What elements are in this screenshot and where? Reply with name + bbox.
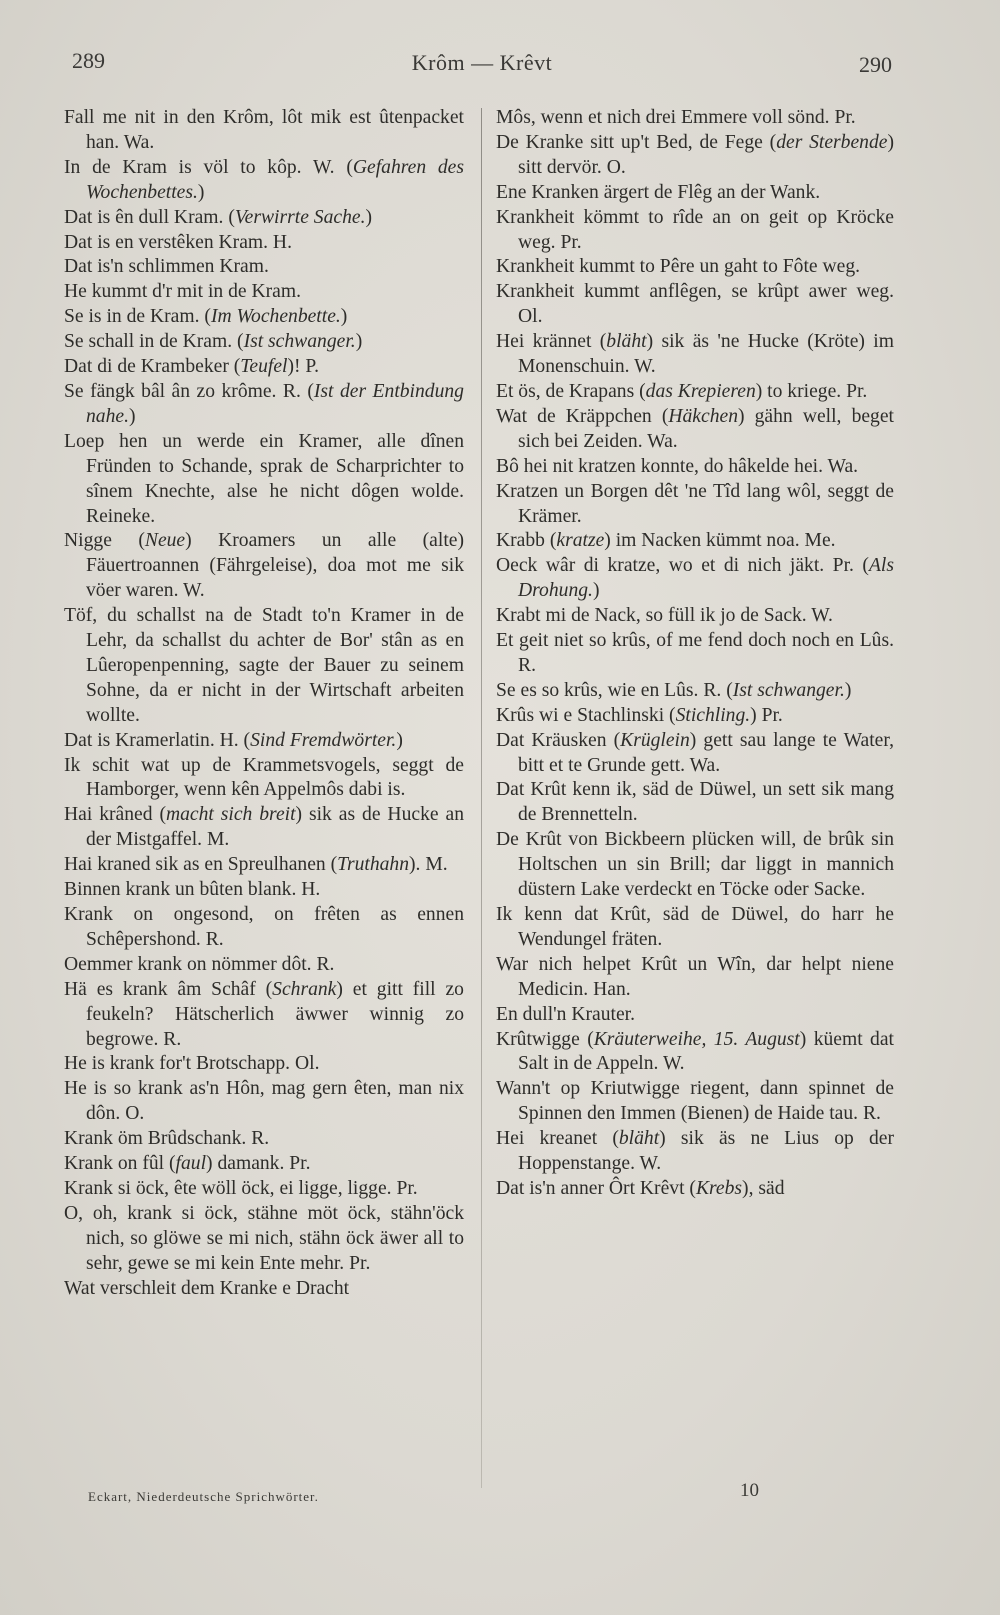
proverb-text: Nigge ( bbox=[64, 530, 145, 552]
proverb-text: Hei kreanet ( bbox=[496, 1128, 619, 1150]
proverb-entry bbox=[496, 1127, 894, 1177]
proverb-text: Et ös, de Krapans ( bbox=[496, 380, 646, 402]
proverb-text: Wann't op Kriutwigge riegent, dann spinnet de Spinnen den Immen (Bienen) de Haide tau. R. bbox=[496, 1078, 894, 1125]
proverb-text-after: ) sik äs ne Lius op der Hoppenstange. W. bbox=[518, 1128, 895, 1175]
proverb-text: Krank on ongesond, on frêten as ennen Schêpershond. R. bbox=[64, 904, 464, 950]
proverb-entry bbox=[496, 529, 894, 554]
gloss-italic: bläht bbox=[606, 331, 647, 353]
proverb-text-after: ) bbox=[197, 181, 205, 203]
proverb-text: Se fängk bâl ân zo krôme. R. ( bbox=[64, 380, 314, 402]
proverb-entry bbox=[64, 1152, 464, 1177]
proverb-entry bbox=[64, 803, 464, 853]
proverb-text-after: ), säd bbox=[742, 1177, 785, 1199]
proverb-entry bbox=[496, 405, 894, 455]
proverb-entry bbox=[496, 131, 894, 181]
proverb-entry bbox=[64, 978, 464, 1053]
proverb-text: Dat is en verstêken Kram. H. bbox=[64, 231, 292, 253]
proverb-text: Oeck wâr di kratze, wo et di nich jäkt. Pr. ( bbox=[496, 555, 869, 577]
proverb-text-after: ) bbox=[365, 206, 373, 228]
proverb-entry bbox=[64, 106, 464, 156]
proverb-text: Krankheit kummt to Pêre un gaht to Fôte weg. bbox=[496, 256, 861, 278]
proverb-text: Krankheit kömmt to rîde an on geit op Kröcke weg. Pr. bbox=[496, 206, 894, 253]
proverb-entry bbox=[64, 604, 464, 729]
proverb-entry bbox=[64, 255, 464, 280]
proverb-text-after: )! P. bbox=[287, 356, 320, 378]
proverb-text-after: ) küemt dat Salt in de Appeln. W. bbox=[518, 1028, 894, 1075]
gloss-italic: bläht bbox=[618, 1128, 660, 1150]
proverb-entry bbox=[496, 629, 894, 679]
proverb-text-after: ) Kroamers un alle (alte) Fäuertroannen (Fährgeleise), doa mot me sik vöer waren. W. bbox=[86, 530, 464, 602]
proverb-entry bbox=[496, 828, 894, 903]
gloss-italic: das Krepieren bbox=[645, 380, 756, 402]
proverb-text: Dat is ên dull Kram. ( bbox=[64, 206, 235, 228]
proverb-entry bbox=[496, 729, 894, 779]
proverb-text: In de Kram is völ to kôp. W. ( bbox=[64, 156, 353, 178]
proverb-text-after: ) gähn well, beget sich bei Zeiden. Wa. bbox=[518, 405, 894, 452]
gloss-italic: Im Wochenbette. bbox=[210, 306, 341, 328]
proverb-entry bbox=[496, 280, 894, 330]
proverb-entry bbox=[496, 1077, 894, 1127]
proverb-text-after: ) sik äs 'ne Hucke (Kröte) im Monenschuin. W. bbox=[518, 331, 894, 378]
proverb-text: Hai kraned sik as en Spreulhanen ( bbox=[64, 854, 338, 876]
proverb-text: Ene Kranken ärgert de Flêg an der Wank. bbox=[496, 181, 821, 203]
proverb-text: Se es so krûs, wie en Lûs. R. ( bbox=[496, 679, 733, 701]
proverb-entry bbox=[64, 853, 464, 878]
proverb-text: Fall me nit in den Krôm, lôt mik est ûtenpacket han. Wa. bbox=[64, 107, 464, 153]
proverb-entry bbox=[64, 529, 464, 604]
proverb-text: Krûs wi e Stachlinski ( bbox=[496, 704, 676, 726]
proverb-text-after: ) to kriege. Pr. bbox=[755, 380, 868, 402]
gloss-italic: Krüglein bbox=[620, 729, 690, 751]
proverb-text-after: ) bbox=[129, 405, 136, 427]
proverb-text: Krabb ( bbox=[496, 530, 557, 552]
gloss-italic: Krebs bbox=[695, 1177, 743, 1199]
gloss-italic: der Sterbende bbox=[776, 131, 888, 153]
proverb-text-after: ) sitt dervör. O. bbox=[518, 131, 894, 178]
proverb-entry bbox=[64, 1077, 464, 1127]
proverb-text-after: ) bbox=[396, 729, 403, 751]
proverb-text-after: ). M. bbox=[409, 854, 448, 876]
proverb-entry bbox=[496, 106, 894, 131]
proverb-entry bbox=[64, 903, 464, 953]
proverb-text: Hai krâned ( bbox=[64, 804, 166, 826]
signature-number: 10 bbox=[740, 1480, 759, 1501]
proverb-entry bbox=[496, 1003, 894, 1028]
proverb-entry bbox=[496, 255, 894, 280]
running-title: Krôm — Krêvt bbox=[411, 50, 553, 75]
proverb-text: Loep hen un werde ein Kramer, alle dînen Fründen to Schande, sprak de Scharprichter to sînem Knechte, alse he nicht dôgen wolde. Reineke. bbox=[64, 430, 464, 527]
proverb-entry bbox=[64, 878, 464, 903]
proverb-entry bbox=[64, 231, 464, 256]
gloss-italic: Ist schwanger. bbox=[732, 679, 845, 701]
gloss-italic: faul bbox=[175, 1153, 207, 1175]
proverb-entry bbox=[496, 778, 894, 828]
proverb-entry bbox=[496, 554, 894, 604]
proverb-text: He is so krank as'n Hôn, mag gern êten, man nix dôn. O. bbox=[64, 1078, 464, 1125]
proverb-entry bbox=[64, 330, 464, 355]
proverb-text: Krankheit kummt anflêgen, se krûpt awer weg. Ol. bbox=[496, 281, 894, 328]
proverb-text: Bô hei nit kratzen konnte, do hâkelde hei. Wa. bbox=[496, 455, 859, 477]
proverb-text: Krûtwigge ( bbox=[496, 1028, 594, 1050]
proverb-text: Et geit niet so krûs, of me fend doch noch en Lûs. R. bbox=[496, 630, 894, 676]
gloss-italic: Ist der Entbindung nahe. bbox=[86, 380, 464, 427]
imprint-line: Eckart, Niederdeutsche Sprichwörter. bbox=[88, 1489, 319, 1504]
proverb-text: Krabt mi de Nack, so füll ik jo de Sack. W. bbox=[496, 605, 833, 627]
proverb-entry bbox=[64, 729, 464, 754]
proverb-entry bbox=[496, 604, 894, 629]
page-number-right: 290 bbox=[859, 52, 892, 77]
proverb-text-after: ) bbox=[340, 306, 348, 328]
gloss-italic: Truthahn bbox=[337, 854, 410, 876]
proverb-text: Ik kenn dat Krût, säd de Düwel, do harr he Wendungel fräten. bbox=[496, 904, 894, 950]
proverb-text: Se schall in de Kram. ( bbox=[64, 331, 244, 353]
proverb-entry bbox=[64, 206, 464, 231]
proverb-entry bbox=[64, 1127, 464, 1152]
proverb-text: Krank si öck, ête wöll öck, ei ligge, ligge. Pr. bbox=[64, 1177, 418, 1199]
proverb-text: Kratzen un Borgen dêt 'ne Tîd lang wôl, seggt de Krämer. bbox=[496, 480, 894, 527]
proverb-text: Ik schit wat up de Krammetsvogels, seggt de Hamborger, wenn kên Appelmôs dabi is. bbox=[64, 754, 464, 801]
proverb-text: Hä es krank âm Schâf ( bbox=[64, 978, 273, 1000]
gloss-italic: Sind Fremdwörter. bbox=[250, 729, 397, 751]
proverb-text: Dat is Kramerlatin. H. ( bbox=[64, 729, 251, 751]
right-column bbox=[496, 106, 894, 1202]
proverb-entry bbox=[496, 1177, 894, 1202]
proverb-text: He kummt d'r mit in de Kram. bbox=[64, 281, 301, 303]
proverb-entry bbox=[64, 156, 464, 206]
proverb-entry bbox=[64, 430, 464, 530]
gloss-italic: Als Drohung. bbox=[518, 555, 894, 602]
gloss-italic: kratze bbox=[556, 530, 605, 552]
proverb-text-after: ) et gitt fill zo feukeln? Hätscherlich äwwer winnig zo begrowe. R. bbox=[86, 978, 464, 1050]
proverb-text: Dat di de Krambeker ( bbox=[64, 356, 241, 378]
proverb-entry bbox=[64, 1177, 464, 1202]
proverb-entry bbox=[64, 305, 464, 330]
proverb-text: Oemmer krank on nömmer dôt. R. bbox=[64, 953, 335, 975]
gloss-italic: Ist schwanger. bbox=[243, 331, 356, 353]
proverb-entry bbox=[496, 455, 894, 480]
proverb-text: Krank öm Brûdschank. R. bbox=[64, 1128, 270, 1150]
proverb-entry bbox=[496, 330, 894, 380]
proverb-entry bbox=[496, 679, 894, 704]
left-column bbox=[64, 106, 464, 1302]
proverb-text-after: ) gett sau lange te Water, bitt et te Grunde gett. Wa. bbox=[518, 729, 894, 776]
page-header bbox=[72, 48, 892, 84]
proverb-text: Se is in de Kram. ( bbox=[64, 306, 211, 328]
proverb-entry bbox=[64, 1277, 464, 1302]
gloss-italic: Häkchen bbox=[668, 405, 738, 427]
column-divider bbox=[481, 108, 482, 1488]
proverb-entry bbox=[64, 754, 464, 804]
proverb-text: Hei krännet ( bbox=[496, 331, 607, 353]
proverb-text: Töf, du schallst na de Stadt to'n Kramer in de Lehr, da schallst du achter de Bor' stân as en Lûeropenpenning, sagte der Bauer zu seinem Sohne, da er nicht in der Wirtschaft arbeiten wollte. bbox=[64, 605, 464, 726]
gloss-italic: Gefahren des Wochenbettes. bbox=[86, 156, 465, 203]
proverb-entry bbox=[496, 903, 894, 953]
page-number-left: 289 bbox=[72, 48, 105, 73]
proverb-entry bbox=[496, 380, 894, 405]
proverb-text: De Krût von Bickbeern plücken will, de brûk sin Holtschen un sin Brill; dar liggt in mannich düstern Lake verdeckt en Töcke oder Sacke. bbox=[496, 829, 894, 901]
proverb-text: Binnen krank un bûten blank. H. bbox=[64, 879, 321, 901]
proverb-text: Dat Krût kenn ik, säd de Düwel, un sett sik mang de Brennetteln. bbox=[496, 779, 894, 826]
proverb-text: Krank on fûl ( bbox=[64, 1153, 176, 1175]
proverb-entry bbox=[64, 280, 464, 305]
proverb-entry bbox=[496, 1028, 894, 1078]
proverb-text: O, oh, krank si öck, stähne möt öck, stähn'öck nich, so glöwe se mi nich, stähn öck äwer all to sehr, gewe se mi kein Ente mehr. Pr. bbox=[64, 1202, 464, 1274]
proverb-entry bbox=[64, 1052, 464, 1077]
proverb-text: De Kranke sitt up't Bed, de Fege ( bbox=[496, 131, 777, 153]
proverb-text: Dat is'n schlimmen Kram. bbox=[64, 256, 269, 278]
proverb-text-after: ) bbox=[355, 331, 363, 353]
proverb-entry bbox=[64, 355, 464, 380]
proverb-text-after: ) sik as de Hucke an der Mistgaffel. M. bbox=[86, 804, 464, 851]
proverb-text-after: ) im Nacken kümmt noa. Me. bbox=[604, 530, 836, 552]
proverb-entry bbox=[496, 480, 894, 530]
proverb-entry bbox=[496, 953, 894, 1003]
proverb-entry bbox=[64, 953, 464, 978]
gloss-italic: Teufel bbox=[240, 356, 288, 378]
gloss-italic: macht sich breit bbox=[165, 804, 296, 826]
gloss-italic: Stichling. bbox=[675, 704, 751, 726]
proverb-text: Wat verschleit dem Kranke e Dracht bbox=[64, 1277, 350, 1299]
proverb-entry bbox=[496, 704, 894, 729]
proverb-text: Wat de Kräppchen ( bbox=[496, 405, 669, 427]
proverb-text: He is krank for't Brotschapp. Ol. bbox=[64, 1053, 320, 1075]
proverb-text-after: ) bbox=[844, 679, 852, 701]
proverb-text: Dat Kräusken ( bbox=[496, 729, 621, 751]
proverb-entry bbox=[496, 206, 894, 256]
gloss-italic: Schrank bbox=[272, 978, 337, 1000]
proverb-entry bbox=[64, 380, 464, 430]
proverb-entry bbox=[64, 1202, 464, 1277]
proverb-text: En dull'n Krauter. bbox=[496, 1003, 636, 1025]
gloss-italic: Kräuterweihe, 15. August bbox=[593, 1028, 800, 1050]
proverb-text: Môs, wenn et nich drei Emmere voll sönd. Pr. bbox=[496, 107, 856, 128]
gloss-italic: Neue bbox=[144, 530, 186, 552]
proverb-text-after: ) damank. Pr. bbox=[206, 1153, 311, 1175]
gloss-italic: Verwirrte Sache. bbox=[234, 206, 366, 228]
proverb-text: Dat is'n anner Ôrt Krêvt ( bbox=[496, 1177, 696, 1199]
proverb-text: War nich helpet Krût un Wîn, dar helpt niene Medicin. Han. bbox=[496, 953, 894, 1000]
proverb-entry bbox=[496, 181, 894, 206]
proverb-text-after: ) bbox=[592, 580, 600, 602]
proverb-text-after: ) Pr. bbox=[750, 704, 783, 726]
